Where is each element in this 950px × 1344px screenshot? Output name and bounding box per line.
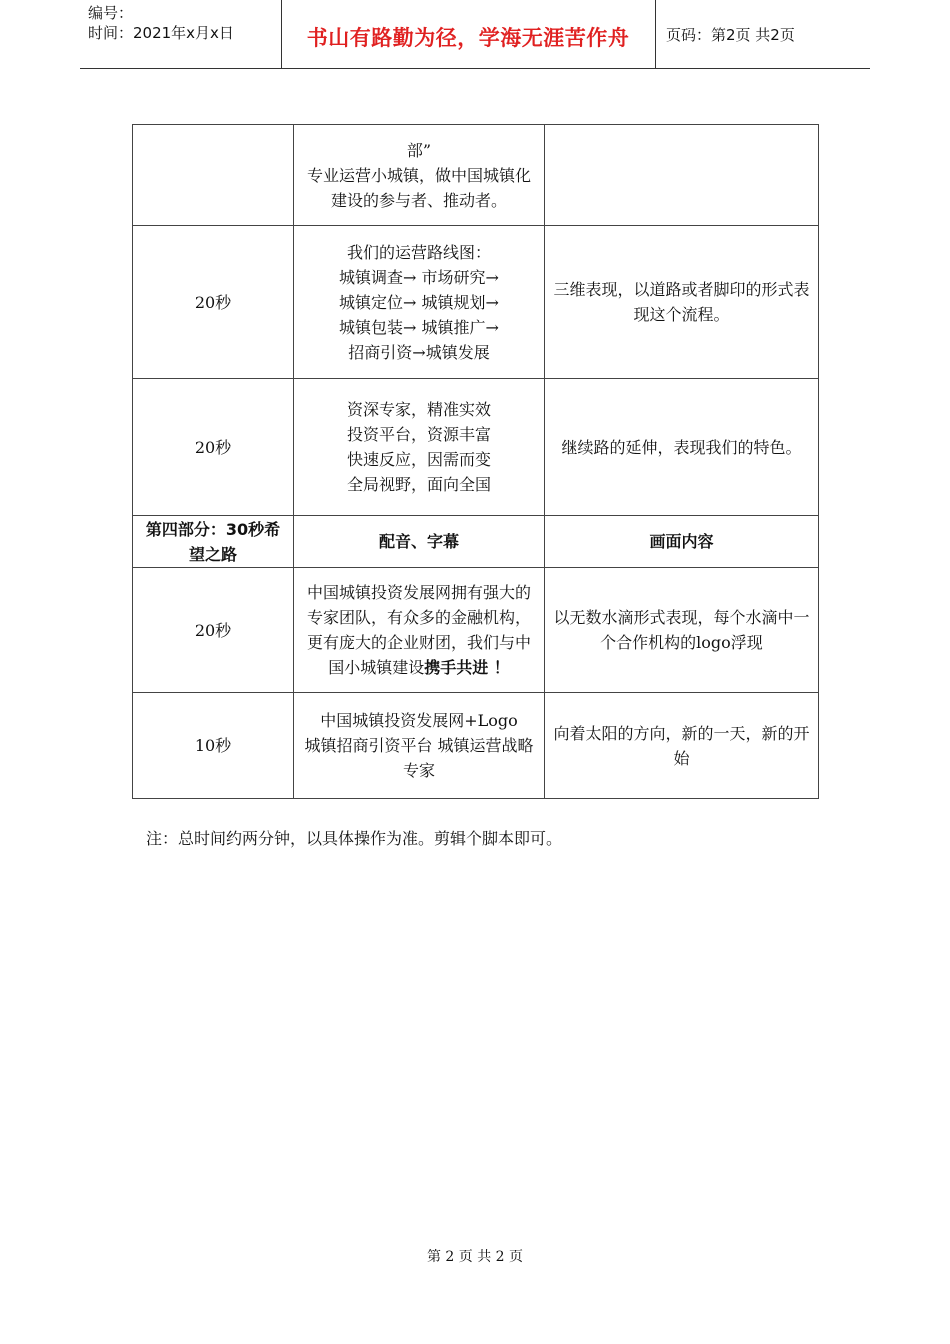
audio-cell <box>294 568 545 693</box>
header-divider <box>655 0 656 68</box>
table-row <box>133 568 819 693</box>
table-row <box>133 693 819 799</box>
audio-cell: 部” 专业运营小城镇，做中国城镇化建设的参与者、推动者。 <box>294 125 545 226</box>
section-title: 第四部分：30秒希望之路 <box>133 516 294 568</box>
header-motto: 书山有路勤为径，学海无涯苦作舟 <box>306 26 630 50</box>
section-header-row <box>133 516 819 568</box>
time-cell: 20秒 <box>133 568 294 693</box>
table-row <box>133 379 819 516</box>
page-header <box>80 0 870 69</box>
header-info <box>88 3 234 43</box>
time-label: 时间：2021年x月x日 <box>88 24 234 42</box>
audio-text: 中国城镇投资发展网拥有强大的专家团队，有众多的金融机构，更有庞大的企业财团，我们与中国小城镇建设 <box>306 583 531 677</box>
audio-cell: 中国城镇投资发展网+Logo 城镇招商引资平台 城镇运营战略专家 <box>294 693 545 799</box>
table-row <box>133 226 819 379</box>
time-cell <box>133 125 294 226</box>
time-cell: 10秒 <box>133 693 294 799</box>
visual-cell: 继续路的延伸，表现我们的特色。 <box>545 379 819 516</box>
note-text: 注：总时间约两分钟，以具体操作为准。剪辑个脚本即可。 <box>146 829 563 848</box>
audio-bold-text: 携手共进 ！ <box>424 658 510 677</box>
visual-cell: 以无数水滴形式表现，每个水滴中一个合作机构的logo浮现 <box>545 568 819 693</box>
header-page-info: 页码：第2页 共2页 <box>666 26 795 44</box>
time-cell: 20秒 <box>133 226 294 379</box>
script-table <box>132 124 819 799</box>
column-header-visual: 画面内容 <box>545 516 819 568</box>
audio-cell: 资深专家，精准实效 投资平台，资源丰富 快速反应，因需而变 全局视野，面向全国 <box>294 379 545 516</box>
table-row <box>133 125 819 226</box>
page-footer: 第 2 页 共 2 页 <box>426 1249 524 1265</box>
visual-cell: 三维表现，以道路或者脚印的形式表现这个流程。 <box>545 226 819 379</box>
visual-cell <box>545 125 819 226</box>
time-cell: 20秒 <box>133 379 294 516</box>
audio-cell: 我们的运营路线图： 城镇调查→ 市场研究→ 城镇定位→ 城镇规划→ 城镇包装→ 城镇推广→ 招商引资→城镇发展 <box>294 226 545 379</box>
number-label: 编号： <box>88 4 134 22</box>
column-header-audio: 配音、字幕 <box>294 516 545 568</box>
visual-cell: 向着太阳的方向，新的一天，新的开始 <box>545 693 819 799</box>
